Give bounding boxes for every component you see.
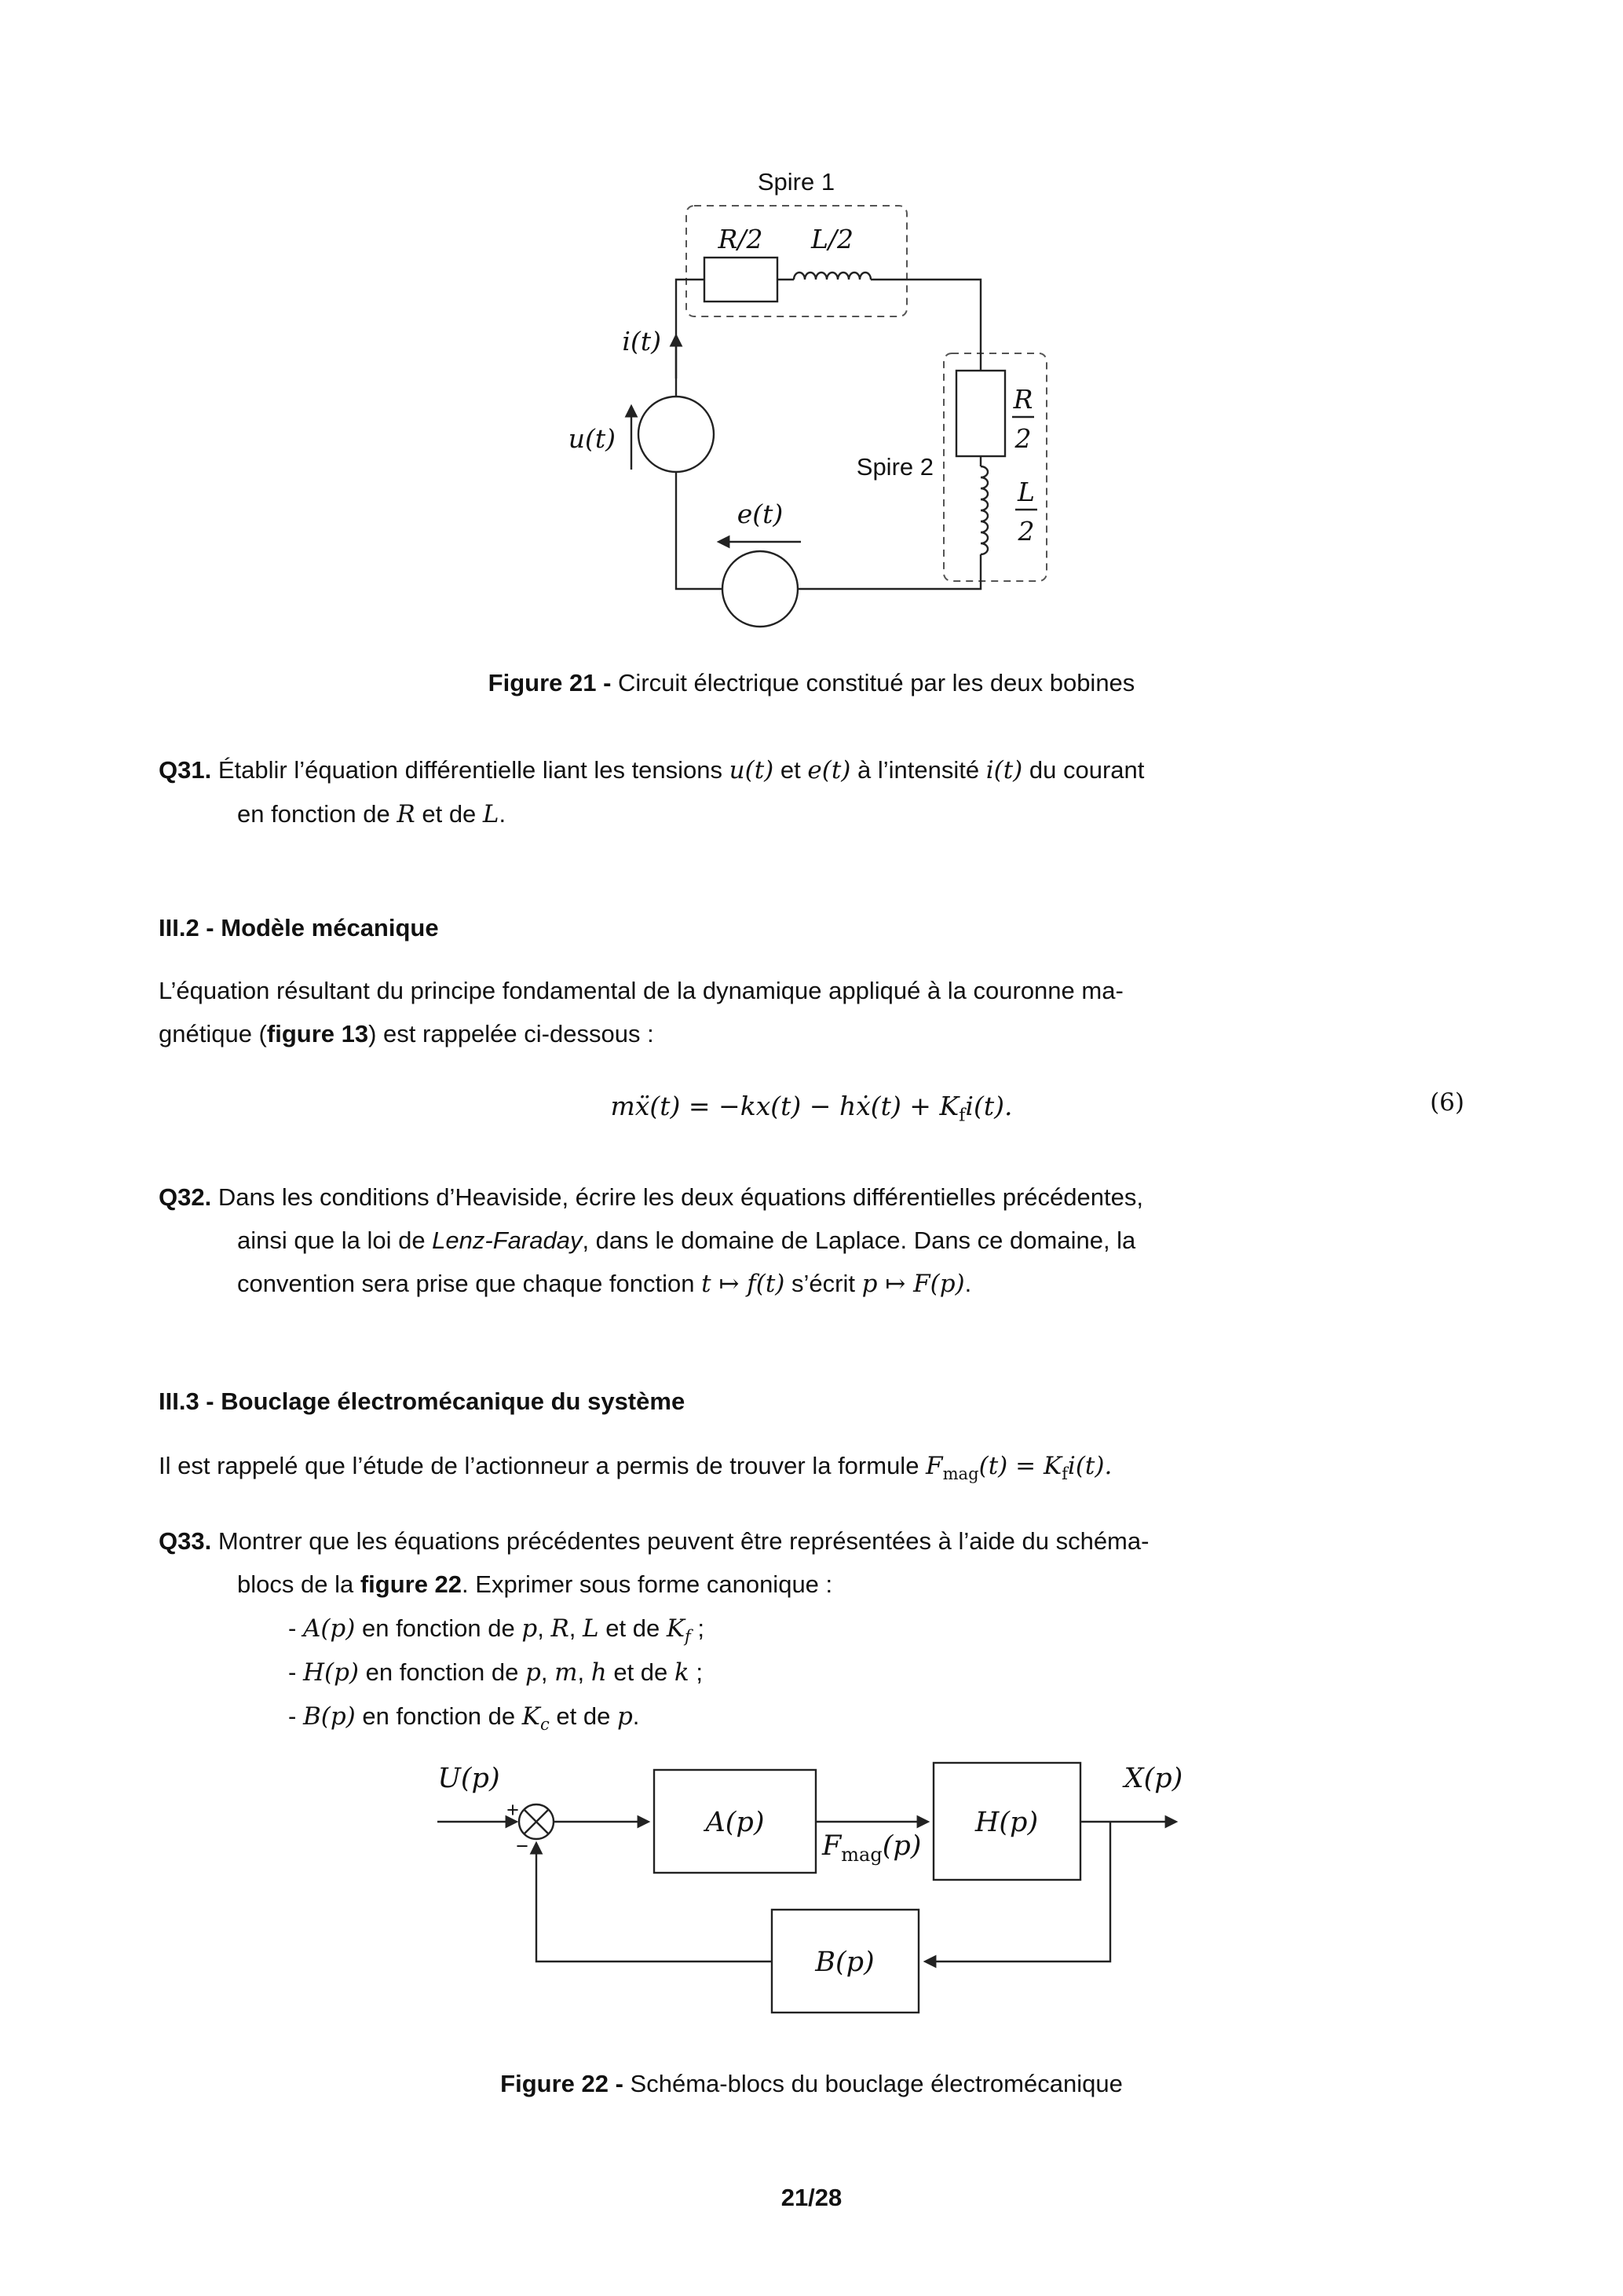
figure21-caption: Figure 21 - Circuit électrique constitué par les deux bobines: [488, 669, 1135, 696]
figure21-container: [537, 149, 1087, 642]
fraction-r-denominator: 2: [1014, 423, 1031, 454]
equation-6-row: [159, 1084, 1464, 1130]
question-q31: Q31. Établir l’équation différentielle liant les tensions u(t) et e(t) à l’intensité i(t) du courant en fonction de R et de L.: [159, 756, 1145, 829]
l-half-label-top: L/2: [810, 224, 854, 254]
block-b-label: B(p): [814, 1947, 875, 1979]
input-u-label: U(p): [437, 1763, 500, 1795]
section-iii3-paragraph: Il est rappelé que l’étude de l’actionneur a permis de trouver la formule $F_{mag}(t) = K_fi(t)$.: [159, 1452, 1113, 1484]
question-q33-items: - A(p) en fonction de p, R, L et de $K_f$ ; - H(p) en fonction de p, m, h et de k ; - B(p) en fonction de $K_c$ et de p.: [288, 1614, 705, 1735]
voltage-u-label: u(t): [568, 423, 616, 454]
fmag-label: $F_{mag}(p)$: [821, 1830, 921, 1866]
section-iii3-heading: III.3 - Bouclage électromécanique du système: [159, 1387, 685, 1416]
block-h-label: H(p): [974, 1807, 1038, 1839]
inductor-l2-vertical: [981, 466, 988, 554]
section-iii2-heading: III.2 - Modèle mécanique: [159, 913, 439, 941]
resistor-r2-vertical: [956, 371, 1005, 456]
plus-sign: +: [506, 1798, 519, 1823]
minus-sign: −: [515, 1834, 528, 1859]
block-a-label: A(p): [705, 1807, 764, 1839]
figure22-container: [415, 1754, 1208, 2043]
figure21-circuit-diagram: [537, 149, 1087, 636]
question-q33: Q33. Montrer que les équations précédentes peuvent être représentées à l’aide du schéma- blocs de la figure 22. Exprimer sous forme canonique :: [159, 1527, 1150, 1599]
current-i-label: i(t): [621, 326, 661, 356]
spire1-label: Spire 1: [757, 168, 835, 196]
page-number: 21/28: [780, 2184, 843, 2212]
resistor-r2-horizontal: [704, 258, 777, 302]
fraction-l-numerator: L: [1017, 477, 1035, 507]
output-x-label: X(p): [1124, 1763, 1183, 1795]
r-half-label-top: R/2: [718, 224, 762, 254]
page-content: [0, 149, 1623, 2212]
fraction-r-numerator: R: [1013, 384, 1033, 415]
spire2-label: Spire 2: [856, 453, 934, 481]
question-q32: Q32. Dans les conditions d’Heaviside, écrire les deux équations différentielles précédentes, ainsi que la loi de Lenz-Faraday, dans le domaine de Laplace. Dans ce domaine, la convention sera prise que chaque fonction t ↦ f(t) s’écrit p ↦ F(p).: [159, 1183, 1143, 1298]
voltage-e-label: e(t): [737, 499, 783, 529]
equation-6: mẍ(t) = −kx(t) − hẋ(t) + $K_fi(t)$.: [610, 1090, 1013, 1126]
section-iii2-paragraph: L’équation résultant du principe fondamental de la dynamique appliqué à la couronne ma- gnétique (figure 13) est rappelée ci-dessous :: [159, 976, 1124, 1047]
figure22-block-diagram: [415, 1754, 1208, 2037]
equation-6-tag: (6): [1430, 1088, 1464, 1117]
fraction-l-denominator: 2: [1018, 516, 1034, 547]
voltage-source-u: [638, 397, 714, 472]
figure22-caption: Figure 22 - Schéma-blocs du bouclage électromécanique: [500, 2070, 1123, 2098]
inductor-l2-horizontal: [794, 272, 871, 280]
voltage-source-e: [722, 551, 798, 627]
